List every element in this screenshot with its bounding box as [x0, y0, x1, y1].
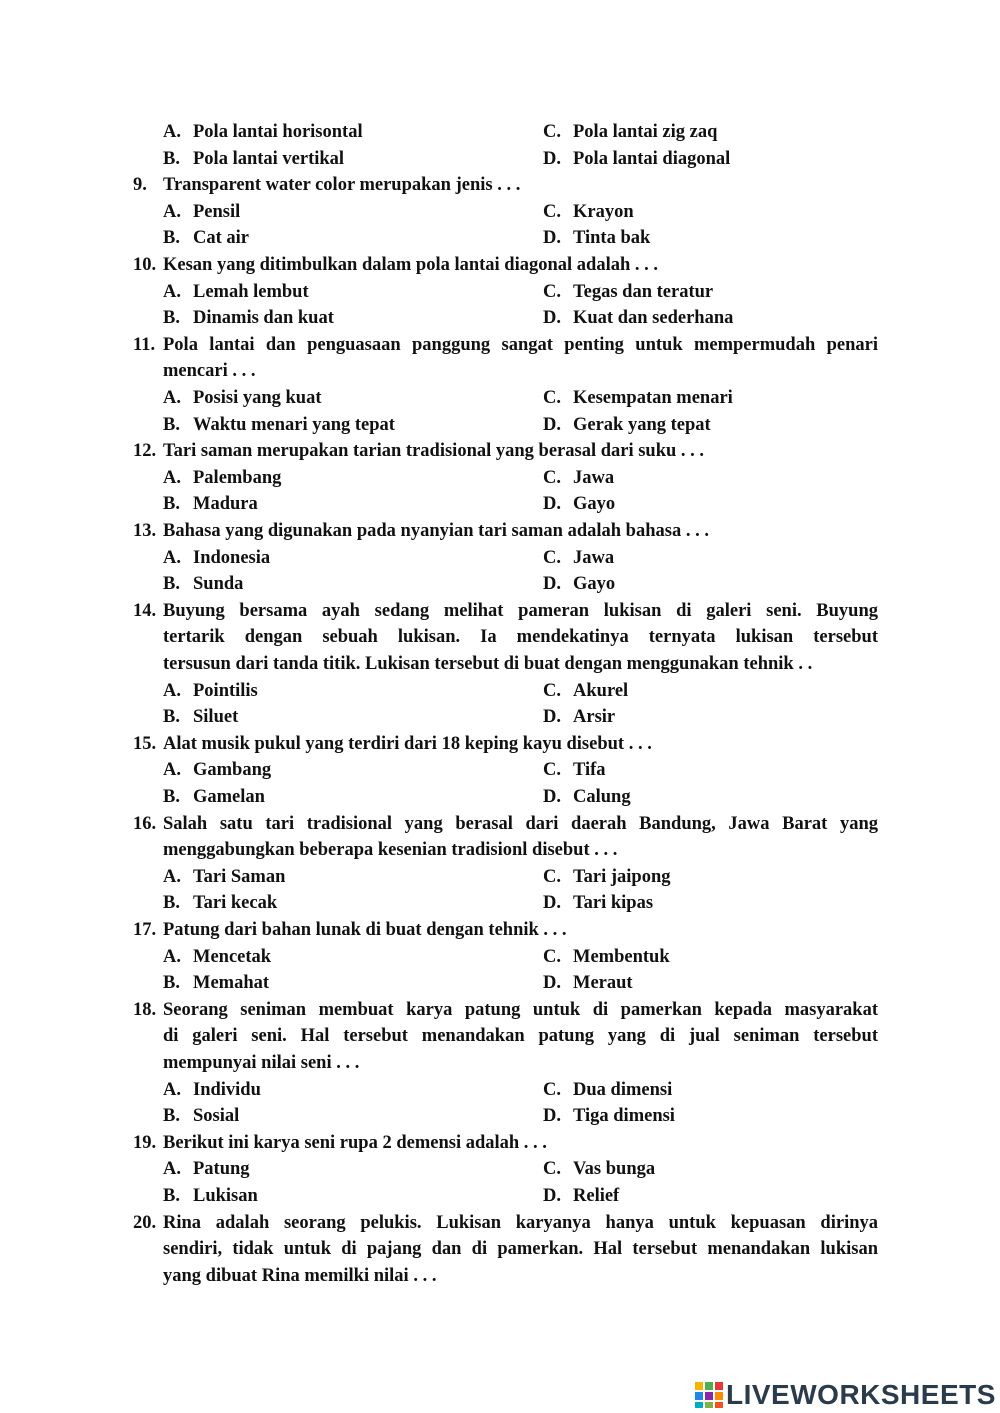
answer-option[interactable] — [543, 305, 733, 331]
question-number: 9. — [133, 175, 147, 196]
option-letter: D. — [543, 1186, 561, 1206]
answer-option[interactable] — [543, 491, 615, 517]
option-letter: C. — [543, 388, 561, 408]
question-text-line: Bahasa yang digunakan pada nyanyian tari saman adalah bahasa . . . — [163, 521, 709, 541]
option-letter: B. — [163, 1186, 180, 1206]
option-text: Palembang — [193, 467, 282, 488]
option-text: Madura — [193, 494, 258, 515]
question-number: 13. — [133, 521, 157, 541]
answer-option[interactable] — [543, 704, 615, 730]
answer-option[interactable] — [543, 1077, 672, 1103]
option-letter: D. — [543, 228, 561, 249]
option-text: Lemah lembut — [193, 281, 309, 302]
option-letter: C. — [543, 1079, 561, 1100]
option-text: Gambang — [193, 760, 272, 781]
option-letter: C. — [543, 680, 561, 701]
option-text: Gayo — [573, 574, 616, 595]
option-letter: A. — [163, 281, 181, 302]
question-text-line: tertarik dengan sebuah lukisan. Ia mendekatinya ternyata lukisan tersebut — [163, 627, 878, 648]
question-number: 14. — [133, 600, 157, 621]
answer-option[interactable] — [163, 279, 309, 305]
option-text: Jawa — [573, 467, 615, 488]
option-text: Dua dimensi — [573, 1079, 673, 1100]
liveworksheets-logo-icon — [694, 1380, 724, 1410]
option-letter: A. — [163, 201, 181, 222]
question-text-line: Berikut ini karya seni rupa 2 demensi adalah . . . — [163, 1132, 547, 1153]
option-text: Dinamis dan kuat — [193, 308, 334, 329]
option-text: Indonesia — [193, 547, 271, 568]
option-letter: C. — [543, 1159, 561, 1180]
liveworksheets-logo[interactable] — [694, 1378, 996, 1412]
answer-option[interactable] — [163, 704, 238, 730]
option-text: Individu — [193, 1079, 261, 1100]
question-number: 18. — [133, 999, 157, 1020]
question-number: 12. — [133, 441, 157, 462]
answer-option[interactable] — [163, 225, 249, 251]
answer-option[interactable] — [543, 1183, 619, 1209]
answer-option[interactable] — [163, 1183, 258, 1209]
option-text: Pola lantai zig zaq — [573, 122, 718, 142]
question-text-line: menggabungkan beberapa kesenian tradisionl disebut . . . — [163, 840, 618, 861]
answer-option[interactable] — [543, 119, 717, 145]
answer-option[interactable] — [543, 412, 711, 438]
answer-option[interactable] — [543, 678, 628, 704]
option-letter: D. — [543, 973, 561, 994]
option-letter: D. — [543, 787, 561, 807]
option-text: Gamelan — [193, 787, 265, 807]
answer-option[interactable] — [163, 305, 334, 331]
option-letter: C. — [543, 122, 561, 142]
option-text: Vas bunga — [573, 1159, 656, 1180]
option-text: Krayon — [573, 201, 634, 222]
answer-option[interactable] — [543, 970, 633, 996]
answer-option[interactable] — [543, 199, 634, 225]
answer-option[interactable] — [543, 465, 614, 491]
option-text: Tari jaipong — [573, 866, 671, 887]
option-letter: C. — [543, 760, 561, 781]
option-text: Tari kecak — [193, 893, 278, 914]
option-letter: A. — [163, 1079, 181, 1100]
option-letter: A. — [163, 866, 181, 887]
option-text: Mencetak — [193, 946, 272, 967]
option-letter: B. — [163, 707, 180, 728]
answer-option[interactable] — [543, 784, 631, 810]
option-letter: B. — [163, 787, 180, 807]
answer-option[interactable] — [543, 1103, 675, 1129]
option-letter: A. — [163, 1159, 181, 1180]
option-text: Relief — [573, 1186, 620, 1206]
question-text-line: di galeri seni. Hal tersebut menandakan patung yang di jual seniman tersebut — [163, 1026, 878, 1047]
option-text: Kuat dan sederhana — [573, 308, 734, 329]
option-text: Pola lantai diagonal — [573, 148, 731, 169]
answer-option[interactable] — [543, 545, 614, 571]
answer-option[interactable] — [543, 864, 671, 890]
answer-option[interactable] — [163, 890, 277, 916]
option-text: Tari kipas — [573, 893, 654, 914]
option-letter: C. — [543, 946, 561, 967]
option-text: Meraut — [573, 973, 633, 994]
option-text: Waktu menari yang tepat — [193, 414, 395, 435]
answer-option[interactable] — [163, 1156, 250, 1182]
option-letter: A. — [163, 680, 181, 701]
option-text: Lukisan — [193, 1186, 258, 1206]
option-text: Pointilis — [193, 680, 258, 701]
option-letter: D. — [543, 574, 561, 595]
option-letter: D. — [543, 148, 561, 169]
question-number: 20. — [133, 1212, 157, 1233]
option-letter: A. — [163, 946, 181, 967]
option-letter: B. — [163, 973, 180, 994]
answer-option[interactable] — [163, 757, 271, 783]
option-text: Akurel — [573, 680, 629, 701]
answer-option[interactable] — [163, 970, 269, 996]
question-number: 10. — [133, 255, 157, 275]
answer-option[interactable] — [543, 279, 713, 305]
question-text-line: Pola lantai dan penguasaan panggung sangat penting untuk mempermudah penari — [163, 334, 878, 355]
answer-option[interactable] — [163, 571, 243, 597]
option-text: Pola lantai horisontal — [193, 122, 363, 142]
question-number: 17. — [133, 920, 157, 940]
option-letter: A. — [163, 122, 181, 142]
question-text-line: Patung dari bahan lunak di buat dengan tehnik . . . — [163, 920, 567, 940]
option-letter: B. — [163, 308, 180, 329]
answer-option[interactable] — [163, 491, 258, 517]
option-letter: A. — [163, 760, 181, 781]
option-letter: D. — [543, 893, 561, 914]
question-text-line: sendiri, tidak untuk di pajang dan di pamerkan. Hal tersebut menandakan lukisan — [163, 1239, 878, 1260]
answer-option[interactable] — [163, 385, 322, 411]
answer-option[interactable] — [543, 757, 606, 783]
answer-option[interactable] — [163, 944, 271, 970]
logo-text: LIVEWORKSHEETS — [726, 1379, 996, 1410]
option-text: Gerak yang tepat — [573, 414, 711, 435]
option-text: Pensil — [193, 201, 241, 222]
answer-option[interactable] — [543, 385, 733, 411]
option-text: Posisi yang kuat — [193, 388, 322, 408]
option-letter: B. — [163, 893, 180, 914]
answer-option[interactable] — [163, 465, 281, 491]
answer-option[interactable] — [543, 890, 653, 916]
option-letter: B. — [163, 148, 180, 169]
option-text: Jawa — [573, 547, 615, 568]
option-letter: C. — [543, 281, 561, 302]
option-text: Pola lantai vertikal — [193, 148, 345, 169]
answer-option[interactable] — [163, 199, 240, 225]
option-text: Gayo — [573, 494, 616, 515]
answer-option[interactable] — [163, 119, 363, 145]
option-letter: A. — [163, 467, 181, 488]
option-letter: C. — [543, 467, 561, 488]
answer-option[interactable] — [543, 944, 670, 970]
question-text-line: Salah satu tari tradisional yang berasal dari daerah Bandung, Jawa Barat yang — [163, 813, 878, 834]
answer-option[interactable] — [543, 1156, 655, 1182]
answer-option[interactable] — [543, 146, 730, 172]
option-letter: C. — [543, 201, 561, 222]
answer-option[interactable] — [163, 678, 258, 704]
option-letter: A. — [163, 388, 181, 408]
option-text: Tegas dan teratur — [573, 281, 714, 302]
option-letter: D. — [543, 707, 561, 728]
option-letter: B. — [163, 1106, 180, 1127]
question-text-line: Buyung bersama ayah sedang melihat pameran lukisan di galeri seni. Buyung — [163, 600, 878, 621]
option-text: Siluet — [193, 707, 239, 728]
option-letter: D. — [543, 1106, 561, 1127]
question-text-line: Rina adalah seorang pelukis. Lukisan karyanya hanya untuk kepuasan dirinya — [163, 1212, 878, 1233]
option-letter: C. — [543, 547, 561, 568]
question-text-line: Tari saman merupakan tarian tradisional yang berasal dari suku . . . — [163, 441, 705, 462]
option-letter: D. — [543, 414, 561, 435]
answer-option[interactable] — [543, 571, 615, 597]
option-letter: B. — [163, 228, 180, 249]
answer-option[interactable] — [163, 146, 344, 172]
option-text: Arsir — [573, 707, 616, 728]
question-text-line: Transparent water color merupakan jenis . . . — [163, 175, 521, 196]
question-text-line: mencari . . . — [163, 361, 256, 382]
option-text: Tifa — [573, 760, 606, 781]
answer-option[interactable] — [163, 545, 270, 571]
option-letter: B. — [163, 494, 180, 515]
answer-option[interactable] — [163, 1077, 261, 1103]
option-letter: B. — [163, 574, 180, 595]
answer-option[interactable] — [163, 1103, 239, 1129]
option-text: Calung — [573, 787, 631, 807]
question-number: 16. — [133, 813, 157, 834]
option-text: Membentuk — [573, 946, 670, 967]
option-text: Cat air — [193, 228, 249, 249]
option-text: Tiga dimensi — [573, 1106, 675, 1127]
option-text: Tari Saman — [193, 866, 286, 887]
question-number: 19. — [133, 1132, 157, 1153]
answer-option[interactable] — [163, 784, 265, 810]
answer-option[interactable] — [543, 225, 650, 251]
option-letter: D. — [543, 494, 561, 515]
option-text: Sosial — [193, 1106, 240, 1127]
question-text-line: yang dibuat Rina memilki nilai . . . — [163, 1265, 437, 1286]
option-text: Kesempatan menari — [573, 388, 733, 408]
answer-option[interactable] — [163, 864, 285, 890]
question-number: 11. — [133, 334, 156, 355]
answer-option[interactable] — [163, 412, 395, 438]
question-text-line: Alat musik pukul yang terdiri dari 18 keping kayu disebut . . . — [163, 733, 652, 754]
question-number: 15. — [133, 733, 157, 754]
option-letter: B. — [163, 414, 180, 435]
question-text-line: tersusun dari tanda titik. Lukisan tersebut di buat dengan menggunakan tehnik . . — [163, 654, 813, 674]
question-text-line: mempunyai nilai seni . . . — [163, 1053, 360, 1073]
option-letter: C. — [543, 866, 561, 887]
option-text: Memahat — [193, 973, 270, 994]
option-letter: D. — [543, 308, 561, 329]
option-text: Patung — [193, 1159, 250, 1180]
option-text: Sunda — [193, 574, 244, 595]
question-text-line: Kesan yang ditimbulkan dalam pola lantai diagonal adalah . . . — [163, 255, 659, 275]
option-letter: A. — [163, 547, 181, 568]
question-text-line: Seorang seniman membuat karya patung untuk di pamerkan kepada masyarakat — [163, 999, 878, 1020]
option-text: Tinta bak — [573, 228, 651, 249]
